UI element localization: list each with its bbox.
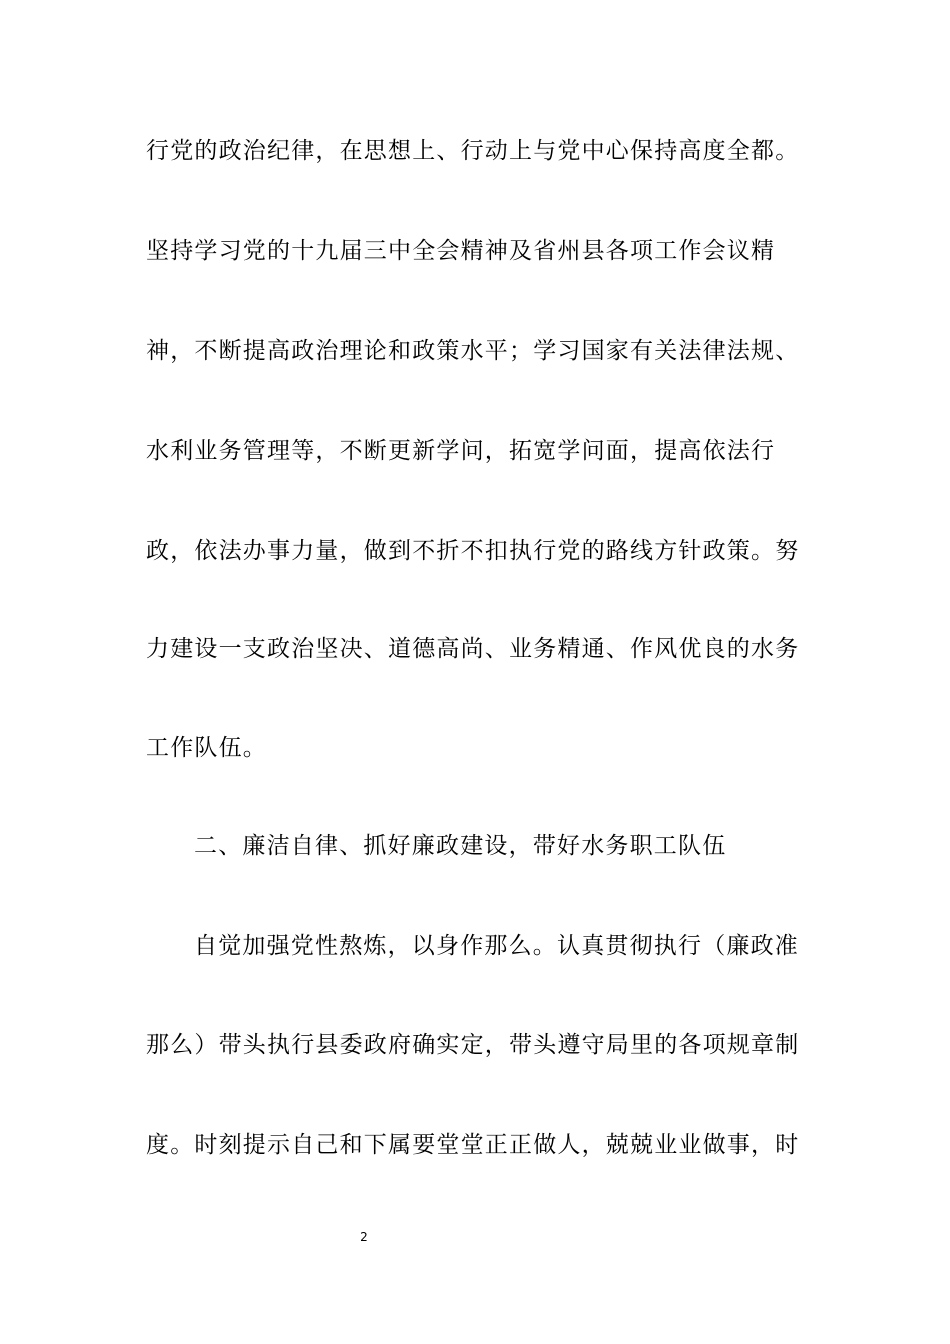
section-heading: 二、廉洁自律、抓好廉政建设，带好水务职工队伍 xyxy=(194,833,727,859)
body-text-line: 坚持学习党的十九届三中全会精神及省州县各项工作会议精 xyxy=(146,238,776,264)
body-text-line: 政，依法办事力量，做到不折不扣执行党的路线方针政策。努 xyxy=(146,538,800,564)
body-text-line: 度。时刻提示自己和下属要堂堂正正做人，兢兢业业做事，时 xyxy=(146,1132,800,1158)
page-number: 2 xyxy=(360,1230,368,1244)
body-text-line: 工作队伍。 xyxy=(146,735,267,761)
body-text-line: 那么）带头执行县委政府确实定，带头遵守局里的各项规章制 xyxy=(146,1032,800,1058)
body-text-line: 力建设一支政治坚决、道德高尚、业务精通、作风优良的水务 xyxy=(146,636,800,662)
body-text-line: 神，不断提高政治理论和政策水平；学习国家有关法律法规、 xyxy=(146,338,800,364)
paragraph-first-line: 自觉加强党性熬炼，以身作那么。认真贯彻执行（廉政准 xyxy=(194,933,799,959)
body-text-line: 行党的政治纪律，在思想上、行动上与党中心保持高度全都。 xyxy=(146,138,800,164)
body-text-line: 水利业务管理等，不断更新学问，拓宽学问面，提高依法行 xyxy=(146,438,776,464)
